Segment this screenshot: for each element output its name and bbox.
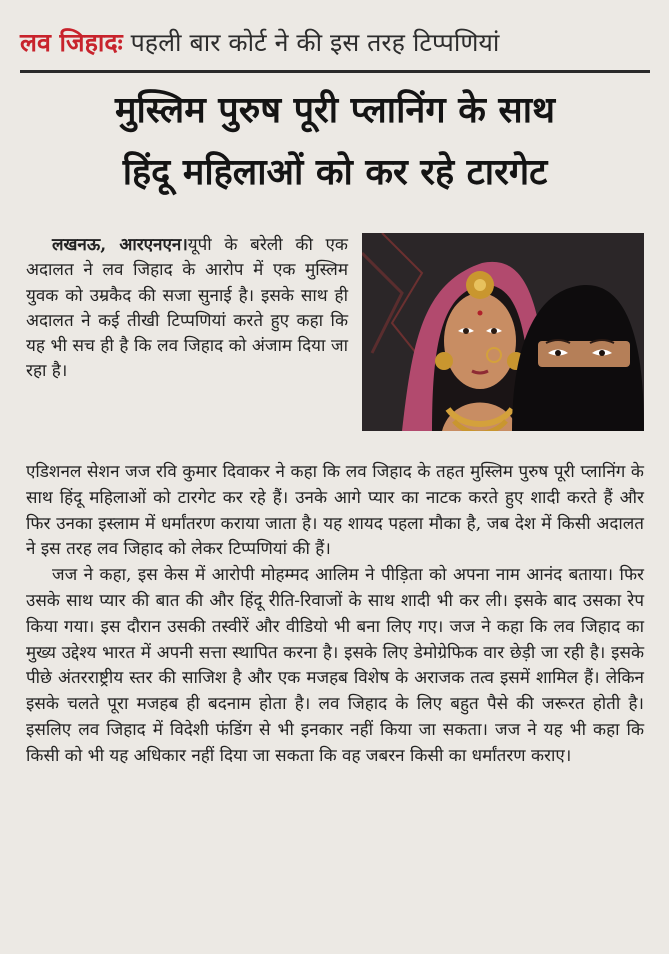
headline-line-2: हिंदू महिलाओं को कर रहे टारगेट [122,152,548,193]
lead-text: यूपी के बरेली की एक अदालत ने लव जिहाद के आरोप में एक मुस्लिम युवक को उम्रकैद की सजा सुनाई है। इसके साथ ही अदालत ने कई तीखी टिप्पणियां करते हुए कहा कि यह भी सच ही है कि लव जिहाद को अंजाम दिया जा रहा है। [26,235,348,382]
kicker-tag: लव जिहादः [20,28,123,57]
article-lead-column [26,233,348,385]
illustration-two-women [362,233,644,431]
kicker [20,20,650,66]
article-body [26,460,644,770]
paragraph-3: जज ने कहा, इस केस में आरोपी मोहम्मद आलिम ने पीड़िता को अपना नाम आनंद बताया। फिर उसके साथ प्यार की बात की और हिंदू रीति-रिवाजों के साथ शादी भी कर ली। इसके बाद उसका रेप किया गया। इस दौरान उसकी तस्वीरें और वीडियो भी बना लिए गए। जज ने कहा कि लव जिहाद का मुख्य उद्देश्य भारत में अपनी सत्ता स्थापित करना है। इसके लिए डेमोग्रेफिक वार छेड़ी जा रही है। इसके पीछे अंतरराष्ट्रीय स्तर की साजिश है और एक मजहब विशेष के अराजक तत्व इसमें शामिल हैं। लेकिन इसके चलते पूरा मजहब ही बदनाम होता है। लव जिहाद के लिए बहुत पैसे की जरूरत होती है। इसलिए लव जिहाद में विदेशी फंडिंग से भी इनकार नहीं किया जा सकता। जज ने यह भी कहा कि किसी को भी यह अधिकार नहीं दिया जा सकता कि वह जबरन किसी का धर्मांतरण कराए। [26,565,644,766]
illustration-svg [362,233,644,431]
lead-paragraph [26,233,348,385]
headline-line-1: मुस्लिम पुरुष पूरी प्लानिंग के साथ [114,90,556,131]
headline [20,80,650,204]
kicker-text: पहली बार कोर्ट ने की इस तरह टिप्पणियां [130,28,500,57]
dateline: लखनऊ, आरएनएन। [52,235,188,255]
paragraph-2: एडिशनल सेशन जज रवि कुमार दिवाकर ने कहा कि लव जिहाद के तहत मुस्लिम पुरुष पूरी प्लानिंग के साथ हिंदू महिलाओं को टारगेट कर रहे हैं। उनके आगे प्यार का नाटक करते हुए शादी करते हैं और फिर उनका इस्लाम में धर्मांतरण कराया जाता है। यह शायद पहला मौका है, जब देश में किसी अदालत ने इस तरह लव जिहाद को लेकर टिप्पणियां की हैं। [26,462,644,560]
kicker-rule [20,70,650,73]
